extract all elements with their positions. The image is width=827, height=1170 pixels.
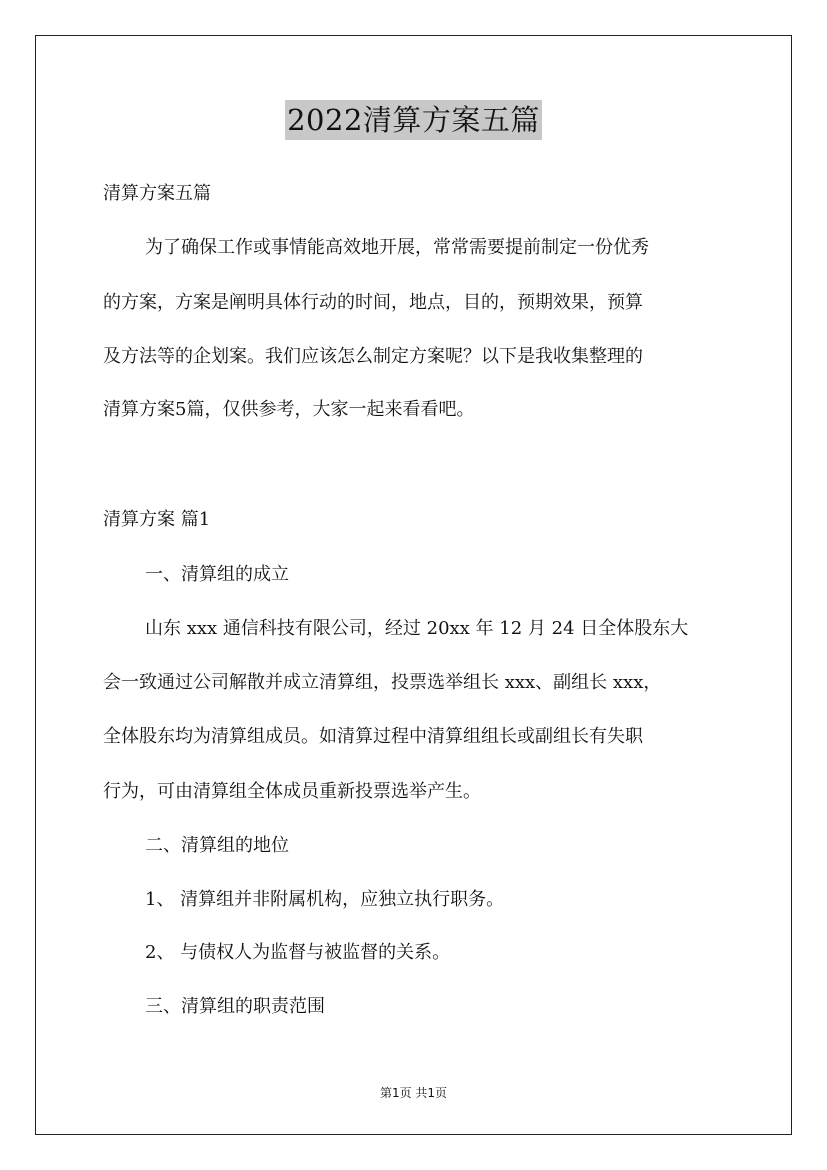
subheading: 一、清算组的成立 — [145, 564, 289, 585]
paragraph-line: 会一致通过公司解散并成立清算组，投票选举组长 xxx、副组长 xxx， — [103, 672, 662, 693]
document-title: 2022清算方案五篇 — [285, 100, 542, 140]
paragraph-line: 行为，可由清算组全体成员重新投票选举产生。 — [103, 781, 481, 802]
section-heading: 清算方案 篇1 — [103, 509, 211, 530]
subheading: 二、清算组的地位 — [145, 835, 289, 856]
list-item: 2、 与债权人为监督与被监督的关系。 — [145, 942, 451, 963]
paragraph-line: 为了确保工作或事情能高效地开展，常常需要提前制定一份优秀 — [145, 237, 649, 258]
paragraph-line: 山东 xxx 通信科技有限公司，经过 20xx 年 12 月 24 日全体股东大 — [145, 618, 689, 639]
page-footer: 第1页 共1页 — [379, 1086, 448, 1100]
list-item: 1、 清算组并非附属机构，应独立执行职务。 — [145, 889, 505, 910]
paragraph-line: 清算方案5篇，仅供参考，大家一起来看看吧。 — [103, 399, 475, 420]
subtitle: 清算方案五篇 — [103, 183, 211, 204]
title-container — [0, 100, 827, 140]
subheading: 三、清算组的职责范围 — [145, 996, 325, 1017]
paragraph-line: 全体股东均为清算组成员。如清算过程中清算组组长或副组长有失职 — [103, 726, 643, 747]
paragraph-line: 及方法等的企划案。我们应该怎么制定方案呢？以下是我收集整理的 — [103, 346, 643, 367]
paragraph-line: 的方案，方案是阐明具体行动的时间，地点，目的，预期效果，预算 — [103, 292, 643, 313]
